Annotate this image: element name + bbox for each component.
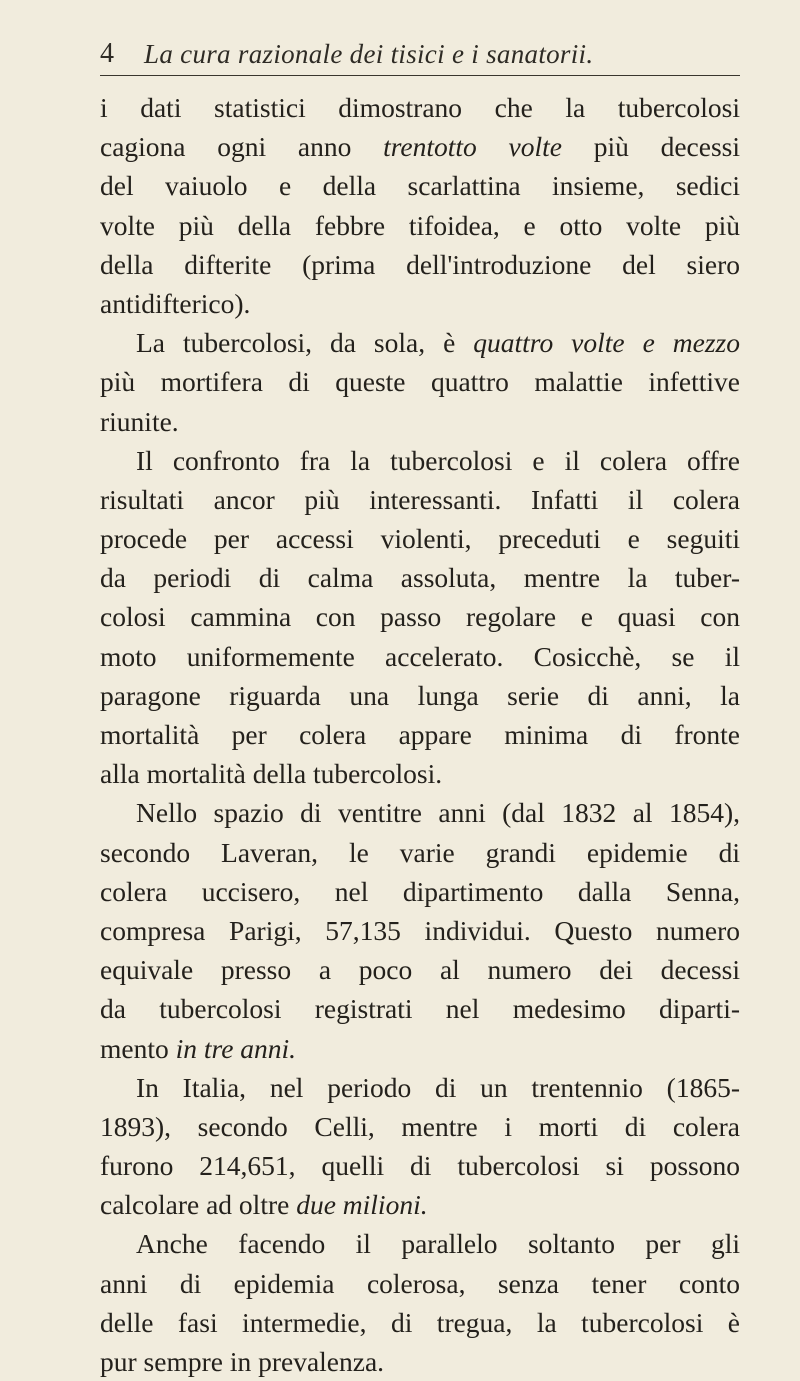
text-segment: mento bbox=[100, 1032, 176, 1064]
page-number: 4 bbox=[100, 38, 114, 69]
text-segment: Nello spazio di ventitre anni (dal 1832 al 1854), bbox=[136, 797, 740, 829]
text-segment: anni di epidemia colerosa, senza tener conto bbox=[100, 1267, 740, 1299]
paragraph bbox=[100, 1224, 740, 1381]
text-line bbox=[100, 127, 740, 166]
text-segment: volte più della febbre tifoidea, e otto volte più bbox=[100, 209, 740, 241]
text-segment: più mortifera di queste quattro malattie infettive bbox=[100, 366, 740, 398]
text-line bbox=[100, 206, 740, 245]
text-segment: alla mortalità della tubercolosi. bbox=[100, 758, 443, 790]
text-line bbox=[100, 323, 740, 362]
text-segment: compresa Parigi, 57,135 individui. Questo numero bbox=[100, 914, 740, 946]
text-line bbox=[100, 519, 740, 558]
text-line bbox=[100, 1224, 740, 1263]
text-line bbox=[100, 558, 740, 597]
text-segment: calcolare ad oltre bbox=[100, 1189, 297, 1221]
text-segment: più decessi bbox=[561, 131, 740, 163]
text-line bbox=[100, 989, 740, 1028]
text-segment: risultati ancor più interessanti. Infatti il colera bbox=[100, 483, 740, 515]
text-line bbox=[100, 284, 740, 323]
paragraph bbox=[100, 323, 740, 441]
text-segment: riunite. bbox=[100, 405, 179, 437]
text-segment: della difterite (prima dell'introduzione del siero bbox=[100, 248, 740, 280]
text-line bbox=[100, 637, 740, 676]
text-line bbox=[100, 441, 740, 480]
text-segment: 1893), secondo Celli, mentre i morti di colera bbox=[100, 1110, 740, 1142]
text-segment: Anche facendo il parallelo soltanto per gli bbox=[136, 1228, 740, 1260]
text-segment: colera uccisero, nel dipartimento dalla Senna, bbox=[100, 875, 740, 907]
body-text bbox=[100, 88, 740, 1381]
header-rule bbox=[100, 75, 740, 76]
text-segment: pur sempre in prevalenza. bbox=[100, 1346, 385, 1377]
text-segment: In Italia, nel periodo di un trentennio (1865- bbox=[136, 1071, 740, 1103]
text-line bbox=[100, 872, 740, 911]
text-line bbox=[100, 676, 740, 715]
paragraph bbox=[100, 88, 740, 323]
text-line bbox=[100, 245, 740, 284]
text-segment: moto uniformemente accelerato. Cosicchè, se il bbox=[100, 640, 740, 672]
text-line bbox=[100, 1342, 740, 1381]
text-segment: delle fasi intermedie, di tregua, la tubercolosi è bbox=[100, 1306, 740, 1338]
italic-text: quattro volte e mezzo bbox=[473, 327, 740, 359]
text-line bbox=[100, 911, 740, 950]
text-segment: equivale presso a poco al numero dei decessi bbox=[100, 954, 740, 986]
page-header bbox=[100, 36, 740, 76]
text-segment: antidifterico). bbox=[100, 287, 251, 319]
paragraph bbox=[100, 1068, 740, 1225]
text-segment: La tubercolosi, da sola, è bbox=[136, 327, 474, 359]
text-line bbox=[100, 1185, 740, 1224]
paragraph bbox=[100, 793, 740, 1067]
text-segment: i dati statistici dimostrano che la tubercolosi bbox=[100, 92, 740, 123]
text-line bbox=[100, 88, 740, 127]
italic-text: trentotto volte bbox=[383, 131, 562, 163]
italic-text: due milioni. bbox=[296, 1189, 428, 1221]
text-line bbox=[100, 1303, 740, 1342]
text-line bbox=[100, 402, 740, 441]
text-segment: del vaiuolo e della scarlattina insieme, sedici bbox=[100, 170, 740, 202]
text-line bbox=[100, 1068, 740, 1107]
text-segment: secondo Laveran, le varie grandi epidemie di bbox=[100, 836, 740, 868]
text-segment: Il confronto fra la tubercolosi e il colera offre bbox=[136, 444, 740, 476]
text-segment: cagiona ogni anno bbox=[100, 131, 384, 163]
text-line bbox=[100, 715, 740, 754]
text-line bbox=[100, 1264, 740, 1303]
text-line bbox=[100, 833, 740, 872]
text-line bbox=[100, 480, 740, 519]
text-segment: da periodi di calma assoluta, mentre la tuber- bbox=[100, 562, 740, 594]
text-line bbox=[100, 754, 740, 793]
text-segment: paragone riguarda una lunga serie di anni, la bbox=[100, 679, 740, 711]
paragraph bbox=[100, 441, 740, 794]
italic-text: in tre anni. bbox=[175, 1032, 297, 1064]
text-segment: mortalità per colera appare minima di fronte bbox=[100, 719, 740, 750]
text-line bbox=[100, 362, 740, 401]
text-segment: da tubercolosi registrati nel medesimo diparti- bbox=[100, 993, 740, 1025]
text-line bbox=[100, 793, 740, 832]
text-segment: furono 214,651, quelli di tubercolosi si possono bbox=[100, 1150, 740, 1182]
text-segment: procede per accessi violenti, preceduti e seguiti bbox=[100, 523, 740, 555]
text-segment: colosi cammina con passo regolare e quasi con bbox=[100, 601, 740, 633]
text-line bbox=[100, 166, 740, 205]
text-line bbox=[100, 597, 740, 636]
text-line bbox=[100, 1107, 740, 1146]
text-line bbox=[100, 1029, 740, 1068]
text-line bbox=[100, 950, 740, 989]
running-title: La cura razionale dei tisici e i sanatorii. bbox=[144, 39, 594, 69]
text-line bbox=[100, 1146, 740, 1185]
